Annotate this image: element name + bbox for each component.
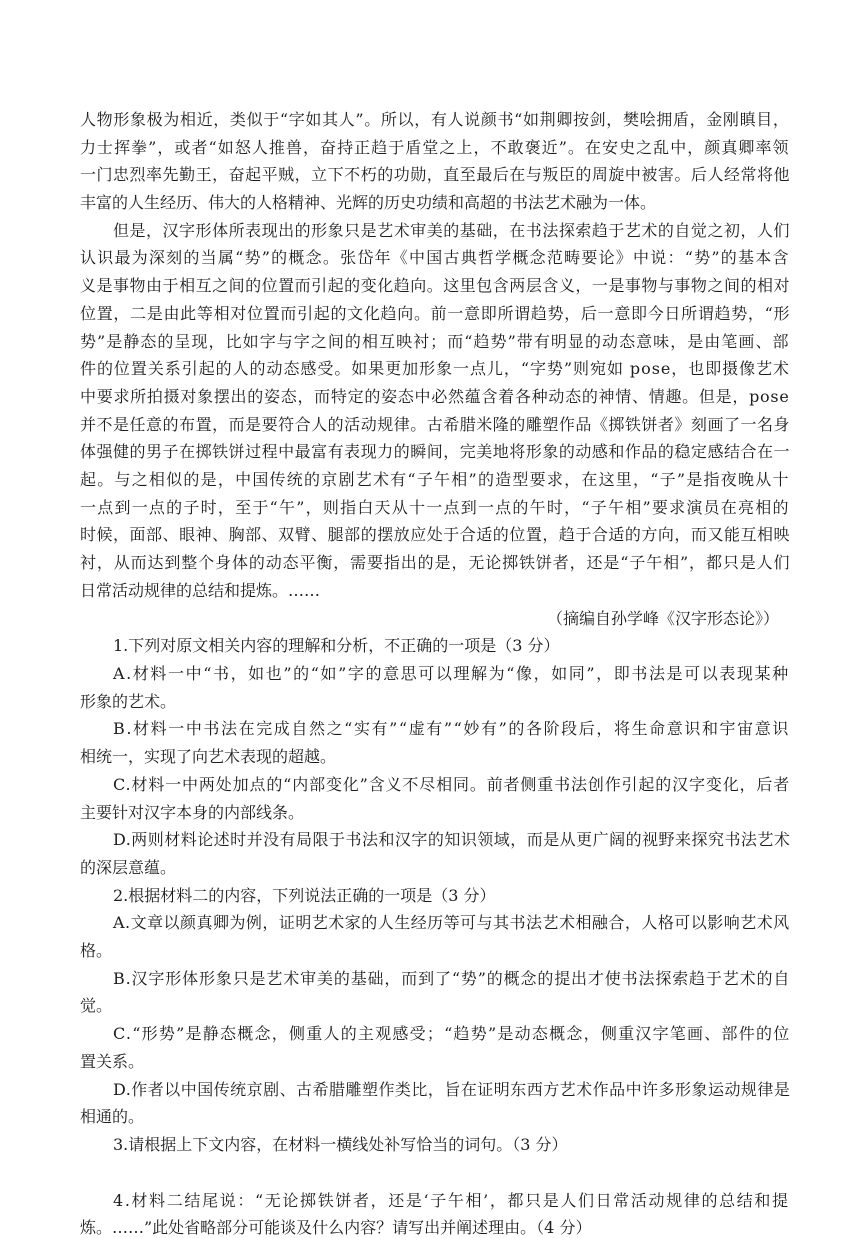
question-2-option-d: 相通的。 <box>80 1107 145 1126</box>
question-1-option-a: 形象的艺术。 <box>80 692 177 711</box>
passage-line: 件的位置关系引起的人的动态感受。如果更加形象一点儿，“字势”则宛如 pose，也即摄像艺术 <box>80 359 791 378</box>
passage-line: 势”是静态的呈现，比如字与字之间的相互映衬；而“趋势”带有明显的动态意味，是由笔画、部 <box>80 332 790 351</box>
question-1-option-a: A.材料一中“书，如也”的“如”字的意思可以理解为“像，如同”，即书法是可以表现某种 <box>113 664 790 683</box>
question-1-option-b: B.材料一中书法在完成自然之“实有”“虚有”“妙有”的各阶段后，将生命意识和宇宙意识 <box>113 719 790 738</box>
passage-line: 并不是任意的布置，而是要符合人的活动规律。古希腊米隆的雕塑作品《掷铁饼者》刻画了一名身 <box>80 415 791 434</box>
passage-line: 中要求所拍摄对象摆出的姿态，而特定的姿态中必然蕴含着各种动态的神情、情趣。但是，pose <box>80 387 790 406</box>
passage-line: 人物形象极为相近，类似于“字如其人”。所以，有人说颜书“如荆卿按剑，樊哙拥盾，金刚瞋目， <box>80 110 790 129</box>
question-1-option-c: C.材料一中两处加点的“内部变化”含义不尽相同。前者侧重书法创作引起的汉字变化，后者 <box>113 775 791 794</box>
question-3-stem: 3.请根据上下文内容，在材料一横线处补写恰当的词句。（3 分） <box>113 1135 568 1154</box>
question-2-stem: 2.根据材料二的内容，下列说法正确的一项是（3 分） <box>113 886 496 905</box>
question-1-option-b: 相统一，实现了向艺术表现的超越。 <box>80 747 337 766</box>
passage-line: 认识最为深刻的当属“势”的概念。张岱年《中国古典哲学概念范畴要论》中说：“势”的基本含 <box>80 248 790 267</box>
question-1-option-d: 的深层意蕴。 <box>80 858 177 877</box>
passage-line: 时候，面部、眼神、胸部、双臂、腿部的摆放应处于合适的位置，趋于合适的方向，而又能互相映 <box>80 525 791 544</box>
question-2-option-b: B.汉字形体形象只是艺术审美的基础，而到了“势”的概念的提出才使书法探索趋于艺术的自 <box>113 969 791 988</box>
question-2-option-d: D.作者以中国传统京剧、古希腊雕塑作类比，旨在证明东西方艺术作品中许多形象运动规律是 <box>113 1080 791 1099</box>
passage-line: 一门忠烈率先勤王，奋起平贼，立下不朽的功勋，直至最后在与叛臣的周旋中被害。后人经常将他 <box>80 165 791 184</box>
source-attribution: （摘编自孙学峰《汉字形态论》） <box>547 609 780 628</box>
question-2-option-a: A.文章以颜真卿为例，证明艺术家的人生经历等可与其书法艺术相融合，人格可以影响艺术风 <box>113 913 790 932</box>
passage-line: 但是，汉字形体所表现出的形象只是艺术审美的基础，在书法探索趋于艺术的自觉之初，人们 <box>113 221 791 240</box>
question-4-line: 4.材料二结尾说：“无论掷铁饼者，还是‘子午相’，都只是人们日常活动规律的总结和提 <box>113 1191 790 1210</box>
question-1-option-c: 主要针对汉字本身的内部线条。 <box>80 803 305 822</box>
question-2-option-b: 觉。 <box>80 996 113 1015</box>
question-4-line: 炼。……”此处省略部分可能谈及什么内容？请写出并阐述理由。（4 分） <box>80 1218 592 1237</box>
question-1-stem: 1.下列对原文相关内容的理解和分析，不正确的一项是（3 分） <box>113 636 560 655</box>
passage-line: 体强健的男子在掷铁饼过程中最富有表现力的瞬间，完美地将形象的动感和作品的稳定感结合在一 <box>80 442 791 461</box>
passage-line: 位置，二是由此等相对位置而引起的文化趋向。前一意即所谓趋势，后一意即今日所谓趋势，“形 <box>80 304 791 323</box>
passage-line: 丰富的人生经历、伟大的人格精神、光辉的历史功绩和高超的书法艺术融为一体。 <box>80 193 657 212</box>
question-2-option-c: 置关系。 <box>80 1052 145 1071</box>
passage-line: 日常活动规律的总结和提炼。…… <box>80 581 321 600</box>
passage-line: 力士挥拳”，或者“如怒人推兽，奋持正趋于盾堂之上，不敢褒近”。在安史之乱中，颜真卿率领 <box>80 138 790 157</box>
question-2-option-c: C.“形势”是静态概念，侧重人的主观感受；“趋势”是动态概念，侧重汉字笔画、部件的位 <box>113 1024 791 1043</box>
passage-line: 一点到一点的子时，至于“午”，则指白天从十一点到一点的午时，“子午相”要求演员在亮相的 <box>80 498 790 517</box>
passage-line: 起。与之相似的是，中国传统的京剧艺术有“子午相”的造型要求，在这里，“子”是指夜晚从十 <box>80 470 790 489</box>
passage-line: 衬，从而达到整个身体的动态平衡，需要指出的是，无论掷铁饼者，还是“子午相”，都只是人们 <box>80 553 791 572</box>
question-1-option-d: D.两则材料论述时并没有局限于书法和汉字的知识领域，而是从更广阔的视野来探究书法艺术 <box>113 830 791 849</box>
passage-line: 义是事物由于相互之间的位置而引起的变化趋向。这里包含两层含义，一是事物与事物之间的相对 <box>80 276 791 295</box>
question-2-option-a: 格。 <box>80 941 113 960</box>
